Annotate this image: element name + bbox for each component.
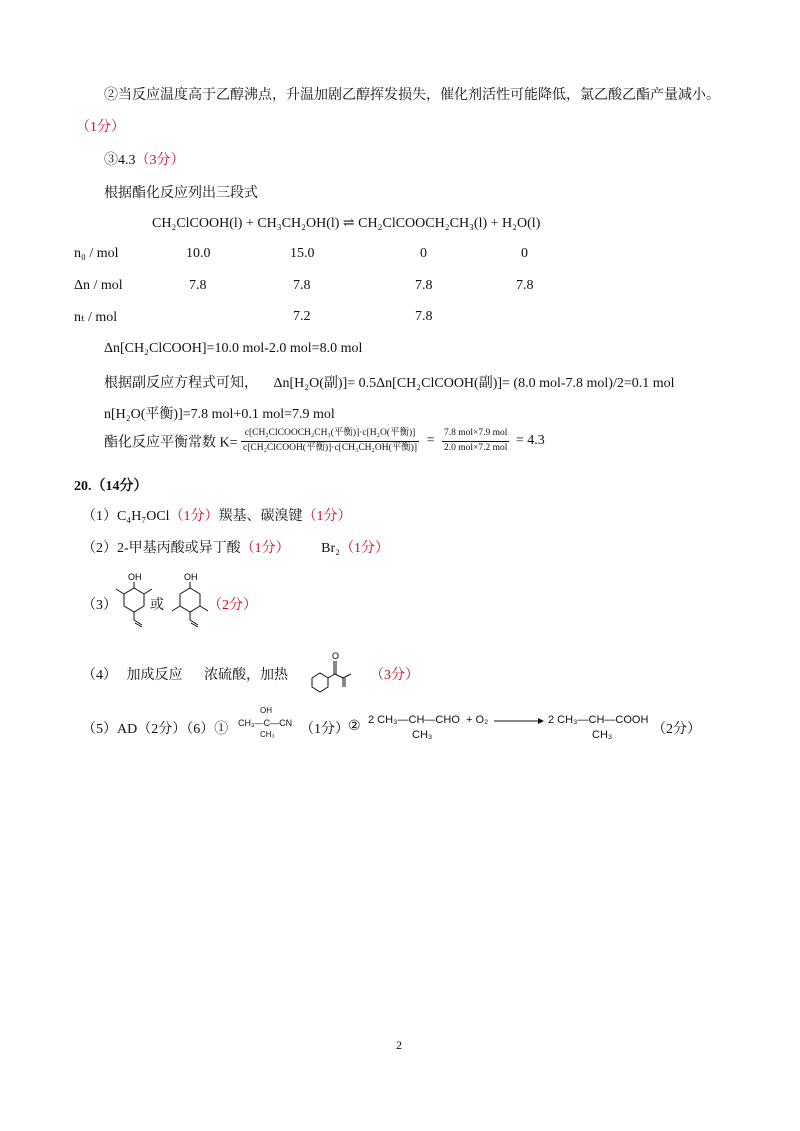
table-cell: 10.0: [186, 246, 211, 261]
score-badge: （1分）: [300, 722, 349, 737]
score-badge: （3分）: [370, 668, 419, 683]
oh-label: OH: [128, 572, 142, 582]
esterification-equation: CH₂ClCOOH(l) + CH₃CH₂OH(l) ⇌ CH₂ClCOOCH₂CH₃(l) + H₂O(l): [152, 216, 541, 231]
answer-3-label: （3）: [82, 598, 117, 613]
answer-1: （1）C₄H₇OCl（1分）羰基、碳溴键（1分）: [82, 509, 352, 524]
table-cell: 7.8: [189, 278, 207, 293]
reactant-formula: 2 CH₃—CH—CHO: [368, 714, 460, 726]
answer-2: （2）2-甲基丙酸或异丁酸（1分） Br₂（1分）: [82, 541, 390, 556]
methyl-label: CH₃: [260, 730, 275, 739]
k-fraction-symbolic: $\frac{\text{c[CH₂ClCOOCH₂CH₃(平衡)]·c[H₂O(平衡)]}}{\text{c[CH₂ClCOOH(平衡)]·c[CH₃CH₂OH(平衡)]}}$: [243, 428, 418, 453]
table-cell: 7.8: [415, 278, 433, 293]
intro-line: 根据酯化反应列出三段式: [104, 186, 258, 201]
table-cell: 7.8: [516, 278, 534, 293]
answer-4: （4） 加成反应 浓硫酸，加热: [82, 668, 288, 683]
score-badge: （1分）: [76, 120, 125, 135]
table-cell: 15.0: [290, 246, 315, 261]
answer-line-value: ③4.3（3分）: [104, 153, 185, 168]
oxygen-reactant: + O₂: [466, 714, 489, 726]
question-heading: 20.（14分）: [74, 479, 148, 494]
hydroxyl-label: OH: [260, 706, 272, 715]
circle-number: ②: [348, 719, 361, 734]
table-cell: 7.8: [415, 309, 433, 324]
answer-line-temperature: ②当反应温度高于乙醇沸点，升温加剧乙醇挥发损失，催化剂活性可能降低，氯乙酸乙酯产量减小。: [104, 88, 720, 103]
or-word: 或: [150, 598, 164, 613]
table-cell: 0: [420, 246, 427, 261]
equilibrium-constant-line: 酯化反应平衡常数 K= $\frac{\text{c[CH₂ClCOOCH₂CH₃(平衡)]·c[H₂O(平衡)]}}{\text{c[CH₂ClCOOH(平衡)]·c[CH₃CH₂OH(平衡)]}}$ = $\frac{\text{7.8 mol×7.9 mol}}{\text{2.0 mol×7.2 mol}}$ = 4.3: [104, 428, 545, 453]
table-row-label: nₜ / mol: [74, 310, 118, 325]
delta-line: Δn[CH₂ClCOOH]=10.0 mol-2.0 mol=8.0 mol: [104, 341, 363, 356]
table-row-label: Δn / mol: [74, 278, 123, 293]
oh-label: OH: [184, 572, 198, 582]
table-cell: 7.8: [293, 278, 311, 293]
reaction-arrow: [494, 716, 544, 726]
table-cell: 7.2: [293, 309, 311, 324]
structure-ketone: [300, 650, 370, 696]
k-fraction-numeric: $\frac{\text{7.8 mol×7.9 mol}}{\text{2.0 mol×7.2 mol}}$: [443, 428, 508, 453]
oxygen-label: O: [332, 651, 340, 661]
side-reaction-line: 根据副反应方程式可知， Δn[H₂O(副)]= 0.5Δn[CH₂ClCOOH(副)]= (8.0 mol-7.8 mol)/2=0.1 mol: [104, 376, 675, 391]
table-row-label: n₀ / mol: [74, 246, 119, 261]
methyl-label: CH₃: [412, 729, 433, 741]
page-number: 2: [396, 1038, 402, 1052]
water-line: n[H₂O(平衡)]=7.8 mol+0.1 mol=7.9 mol: [104, 407, 335, 422]
table-cell: 0: [521, 246, 528, 261]
answer-5-6: （5）AD（2分）（6）①: [82, 722, 229, 737]
product-formula: 2 CH₃—CH—COOH: [548, 714, 649, 726]
score-badge: （2分）: [208, 598, 257, 613]
score-badge: （2分）: [652, 722, 701, 737]
methyl-label: CH₃: [592, 729, 613, 741]
cyanohydrin-formula: CH₃—C—CN: [238, 718, 293, 728]
